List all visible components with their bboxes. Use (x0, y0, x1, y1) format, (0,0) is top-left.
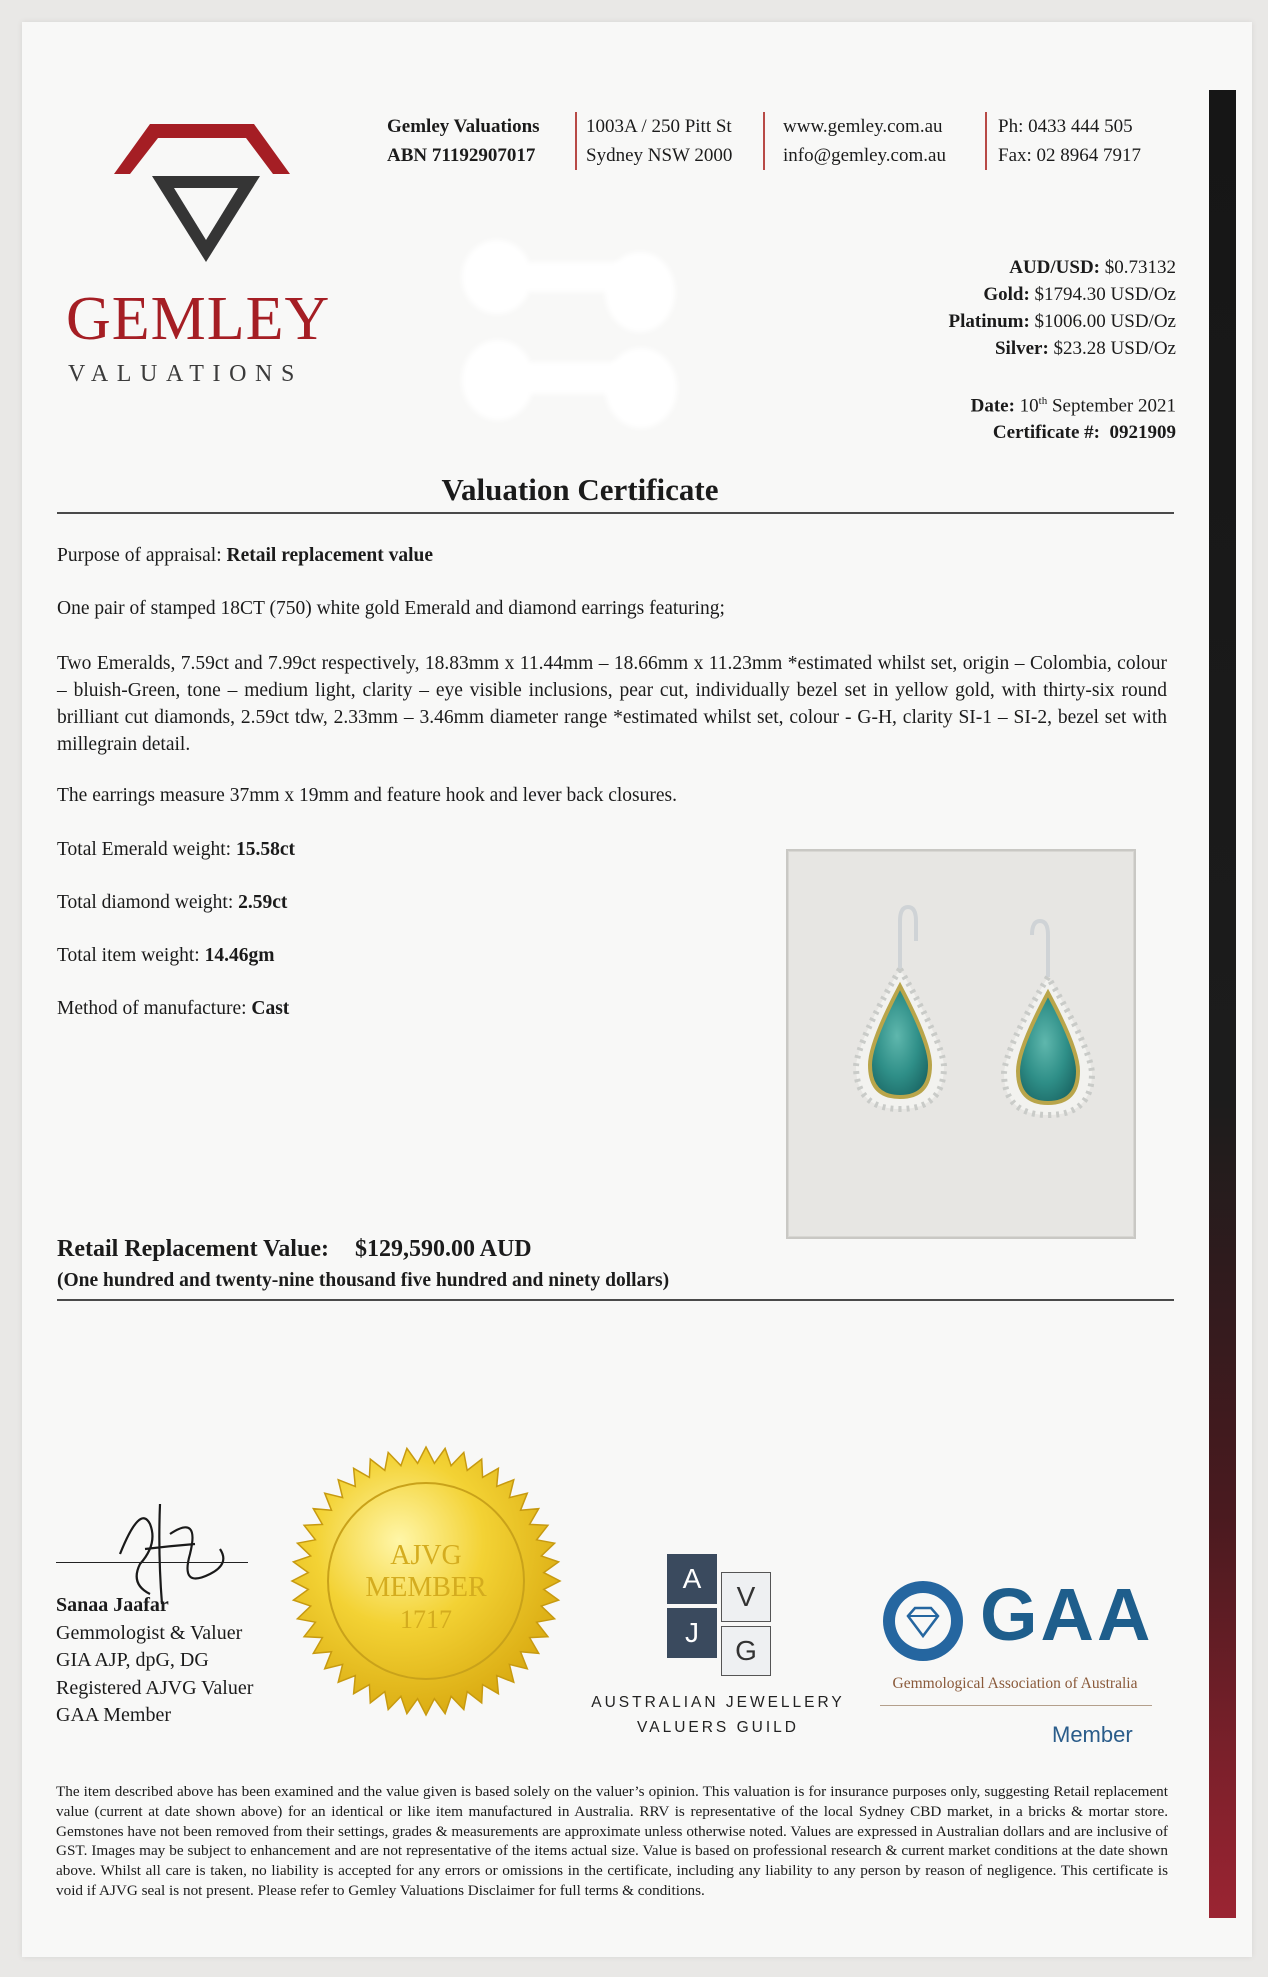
retail-value-line (57, 1236, 532, 1263)
valuer-title: Gemmologist & Valuer (56, 1621, 243, 1644)
ajvg-letter-g: G (721, 1626, 771, 1676)
ajvg-name (568, 1690, 868, 1740)
gold-value: $1794.30 USD/Oz (1029, 284, 1176, 305)
certificate-number: 0921909 (1100, 422, 1176, 444)
seal-line3: 1717 (400, 1605, 452, 1634)
earrings-photo (786, 849, 1136, 1239)
item-description: One pair of stamped 18CT (750) white gold Emerald and diamond earrings featuring; (57, 598, 725, 619)
gaa-member: Member (1052, 1722, 1133, 1747)
item-weight-value: 14.46gm (204, 945, 275, 966)
title-rule (57, 512, 1174, 514)
valuer-membership: GAA Member (56, 1704, 171, 1726)
date-day: 10 (1014, 395, 1039, 417)
disclaimer-text: The item described above has been examined and the value given is based solely on the valuer’s opinion. This valuation is for insurance purposes only, suggesting Retail replacement value (current at date shown above) for an identical or like item manufactured in Australia. RRV is representative of the local Sydney CBD market, in a bricks & mortar store. Gemstones have not been removed from their settings, grades & measurements are approximate unless otherwise noted. Values are expressed in Australian dollars and are inclusive of GST. Images may be subject to enhancement and are not representative of the items actual size. Value is based on professional research & current market conditions at the date shown above. Whilst all care is taken, no liability is accepted for any errors or omissions in the certificate, including any liability to any person by reason of negligence. This certificate is void if AJVG seal is not present. Please refer to Gemley Valuations Disclaimer for full terms & conditions. (56, 1783, 1168, 1899)
signature-line (56, 1562, 248, 1563)
diamond-weight-value: 2.59ct (238, 892, 288, 913)
item-weight-line (57, 942, 657, 969)
certificate-meta (816, 388, 1176, 446)
redaction-blob (605, 348, 677, 428)
emerald-weight-value: 15.58ct (235, 839, 295, 860)
header-web (783, 112, 946, 170)
date-label: Date: (970, 395, 1015, 417)
purpose-line (57, 542, 1167, 569)
header-phone (998, 112, 1141, 170)
ajvg-letter-j: J (667, 1608, 717, 1658)
value-rule (57, 1299, 1174, 1301)
manufacture-value: Cast (251, 998, 290, 1019)
purpose-label: Purpose of appraisal: (57, 545, 227, 566)
retail-value-words: (One hundred and twenty-nine thousand five hundred and ninety dollars) (57, 1270, 670, 1291)
company-abn: ABN 71192907017 (387, 145, 536, 166)
decorative-sidebar (1209, 90, 1236, 1918)
gaa-rule (880, 1705, 1152, 1706)
seal-line2: MEMBER (365, 1572, 487, 1603)
gold-label: Gold: (983, 284, 1030, 305)
diamond-weight-label: Total diamond weight: (57, 892, 239, 913)
address-line2: Sydney NSW 2000 (586, 145, 733, 166)
header-address (586, 112, 732, 170)
platinum-value: $1006.00 USD/Oz (1029, 311, 1176, 332)
manufacture-line (57, 995, 657, 1022)
gemley-logo-icon (108, 118, 296, 268)
valuer-registration: Registered AJVG Valuer (56, 1676, 254, 1699)
item-details: Two Emeralds, 7.59ct and 7.99ct respectively, 18.83mm x 11.44mm – 18.66mm x 11.23mm *estimated whilst set, origin – Colombia, colour – bluish-Green, tone – medium light, clarity – eye visible inclusions, pear cut, individually bezel set in yellow gold, with thirty-six round brilliant cut diamonds, 2.59ct tdw, 2.33mm – 3.46mm diameter range *estimated whilst set, colour - G-H, clarity SI-1 – SI-2, bezel set with millegrain detail. (57, 653, 1167, 755)
ajvg-letter-v: V (721, 1572, 771, 1622)
email-link[interactable]: info@gemley.com.au (783, 145, 946, 166)
logo-wordmark: GEMLEY (66, 285, 331, 353)
website-link[interactable]: www.gemley.com.au (783, 116, 943, 137)
item-measurements: The earrings measure 37mm x 19mm and feature hook and lever back closures. (57, 785, 677, 806)
valuer-details (56, 1592, 253, 1730)
gaa-emblem-icon (880, 1578, 966, 1664)
diamond-weight-line (57, 889, 657, 916)
ajvg-logo-icon (667, 1554, 771, 1666)
fax-number: Fax: 02 8964 7917 (998, 145, 1142, 166)
date-rest: September 2021 (1047, 395, 1176, 417)
company-name: Gemley Valuations (387, 116, 540, 137)
silver-value: $23.28 USD/Oz (1048, 338, 1176, 359)
valuer-name: Sanaa Jaafar (56, 1594, 169, 1616)
emerald-weight-line (57, 836, 657, 863)
date-suffix: th (1038, 395, 1048, 407)
header-divider (763, 112, 765, 170)
ajvg-line2: VALUERS GUILD (637, 1719, 799, 1736)
retail-value-amount: $129,590.00 AUD (354, 1236, 532, 1262)
certificate-label: Certificate #: (992, 422, 1100, 444)
ajvg-line1: AUSTRALIAN JEWELLERY (591, 1694, 845, 1711)
seal-line1: AJVG (390, 1540, 462, 1571)
page-title: Valuation Certificate (441, 472, 719, 507)
aud-usd-value: $0.73132 (1100, 257, 1176, 278)
ajvg-letter-a: A (667, 1554, 717, 1604)
redaction-blob (605, 252, 675, 332)
ajvg-seal-icon (289, 1444, 563, 1718)
aud-usd-label: AUD/USD: (1009, 257, 1100, 278)
platinum-label: Platinum: (948, 311, 1030, 332)
earrings-image (788, 851, 1134, 1237)
header-divider (575, 112, 577, 170)
metal-rates (816, 254, 1176, 362)
logo-subline: VALUATIONS (68, 361, 303, 387)
phone-number: Ph: 0433 444 505 (998, 116, 1133, 137)
manufacture-label: Method of manufacture: (57, 998, 252, 1019)
valuer-qualifications: GIA AJP, dpG, DG (56, 1649, 209, 1671)
header-company (387, 112, 540, 170)
address-line1: 1003A / 250 Pitt St (586, 116, 732, 137)
gaa-wordmark: GAA (980, 1573, 1154, 1656)
gaa-subtitle: Gemmological Association of Australia (892, 1675, 1138, 1692)
item-weight-label: Total item weight: (57, 945, 205, 966)
header-divider (985, 112, 987, 170)
retail-value-label: Retail Replacement Value: (57, 1236, 329, 1262)
emerald-weight-label: Total Emerald weight: (57, 839, 236, 860)
purpose-value: Retail replacement value (226, 545, 434, 566)
silver-label: Silver: (994, 338, 1049, 359)
